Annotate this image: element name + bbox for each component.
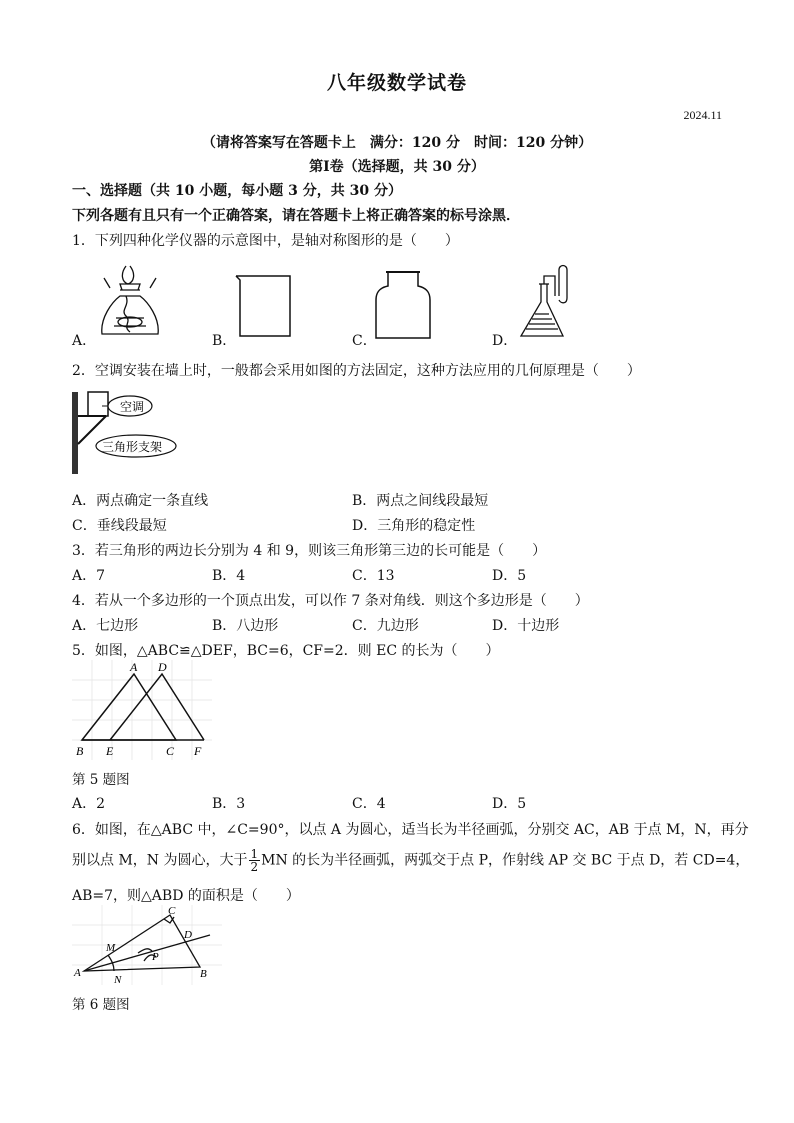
q5-triangles-figure: [72, 660, 212, 760]
question-2-stem: 2．空调安装在墙上时，一般都会采用如图的方法固定，这种方法应用的几何原理是（ ）: [72, 363, 641, 379]
fraction-numerator: 1: [250, 847, 259, 861]
q3-option-b: B．4: [212, 568, 246, 584]
question-1-stem: 1．下列四种化学仪器的示意图中，是轴对称图形的是（ ）: [72, 233, 459, 249]
label-a: A: [74, 967, 81, 979]
fraction-denominator: 2: [250, 860, 259, 874]
label-c: C: [168, 905, 176, 917]
label-a: A: [130, 660, 138, 674]
q1-option-b: B．: [212, 333, 237, 349]
q6-line2-post: MN 的长为半径画弧，两弧交于点 P，作射线 AP 交 BC 于点 D，若 CD=4，: [261, 852, 750, 869]
question-6-stem-line-2: [72, 848, 749, 873]
label-c: C: [166, 744, 175, 758]
q4-option-a: A．七边形: [72, 618, 139, 634]
label-d: D: [158, 660, 167, 674]
q5-option-c: C．4: [352, 796, 386, 812]
triangle-bracket-label: 三角形支架: [102, 440, 163, 454]
q6-triangle-figure: [72, 905, 222, 985]
label-p: P: [152, 951, 159, 963]
exam-instruction: （请将答案写在答题卡上 满分：120 分 时间：120 分钟）: [201, 135, 593, 151]
label-b: B: [200, 968, 207, 980]
one-half-fraction: [249, 848, 261, 873]
question-6-stem-line-3: AB=7，则△ABD 的面积是（ ）: [72, 888, 300, 904]
q2-option-d: D．三角形的稳定性: [352, 518, 476, 534]
q6-line2-pre: 别以点 M，N 为圆心，大于: [72, 852, 248, 869]
q5-figure-caption: 第 5 题图: [72, 772, 130, 788]
section-heading: 一、选择题（共 10 小题，每小题 3 分，共 30 分）: [72, 183, 402, 199]
question-5-stem: 5．如图，△ABC≌△DEF，BC=6，CF=2．则 EC 的长为（ ）: [72, 643, 500, 659]
q2-option-a: A．两点确定一条直线: [72, 493, 209, 509]
q3-option-c: C．13: [352, 568, 395, 584]
q2-option-b: B．两点之间线段最短: [352, 493, 489, 509]
q1-option-a: A．: [72, 333, 97, 349]
question-6-stem-line-1: 6．如图，在△ABC 中，∠C=90°，以点 A 为圆心，适当长为半径画弧，分别交 AC，AB 于点 M，N，再分: [72, 822, 749, 838]
exam-title: 八年级数学试卷: [326, 72, 467, 94]
beaker-figure: [232, 270, 296, 340]
question-4-stem: 4．若从一个多边形的一个顶点出发，可以作 7 条对角线．则这个多边形是（ ）: [72, 593, 589, 609]
part-title: 第Ⅰ卷（选择题，共 30 分）: [309, 159, 485, 175]
label-d: D: [184, 929, 192, 941]
ac-label: 空调: [120, 400, 145, 414]
q5-option-b: B．3: [212, 796, 246, 812]
q4-option-c: C．九边形: [352, 618, 419, 634]
question-3-stem: 3．若三角形的两边长分别为 4 和 9，则该三角形第三边的长可能是（ ）: [72, 543, 547, 559]
section-instruction: 下列各题有且只有一个正确答案，请在答题卡上将正确答案的标号涂黑．: [72, 208, 520, 224]
alcohol-lamp-figure: [90, 262, 170, 342]
ac-bracket-figure: [72, 390, 182, 478]
q1-option-d: D．: [492, 333, 518, 349]
label-m: M: [106, 942, 116, 954]
q4-option-d: D．十边形: [492, 618, 560, 634]
label-f: F: [194, 744, 202, 758]
q3-option-d: D．5: [492, 568, 527, 584]
q5-option-d: D．5: [492, 796, 527, 812]
label-n: N: [114, 974, 122, 986]
reagent-bottle-figure: [372, 268, 434, 342]
q2-option-c: C．垂线段最短: [72, 518, 167, 534]
q3-option-a: A．7: [72, 568, 106, 584]
label-b: B: [76, 744, 84, 758]
conical-flask-figure: [515, 262, 575, 342]
exam-date: 2024.11: [683, 108, 722, 122]
q4-option-b: B．八边形: [212, 618, 279, 634]
q1-option-c: C．: [352, 333, 377, 349]
q6-figure-caption: 第 6 题图: [72, 997, 130, 1013]
q5-option-a: A．2: [72, 796, 106, 812]
label-e: E: [106, 744, 114, 758]
